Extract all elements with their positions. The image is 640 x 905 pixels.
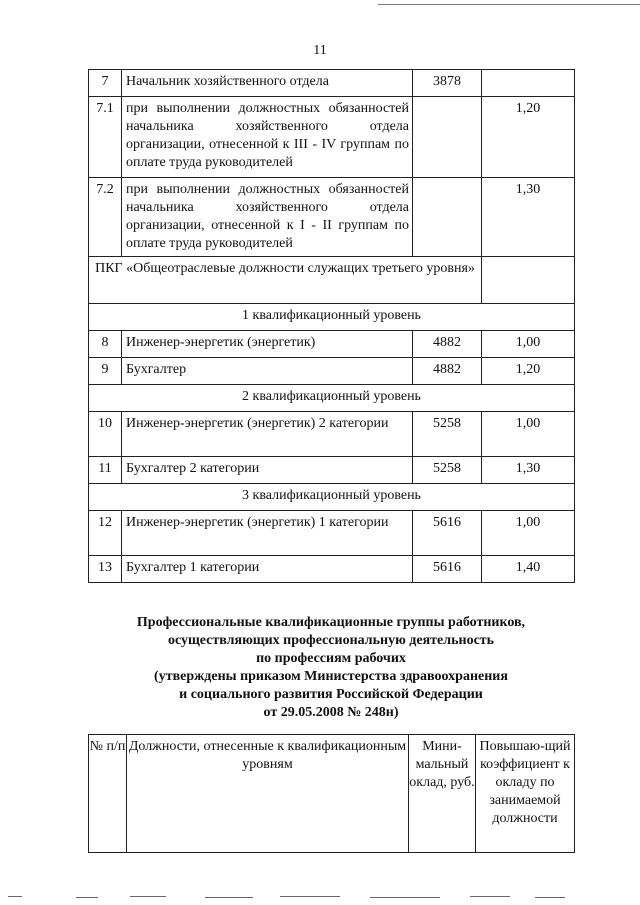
section-heading (88, 614, 574, 722)
group-title: ПКГ «Общеотраслевые должности служащих третьего уровня» (89, 257, 482, 304)
heading-line: Профессиональные квалификационные группы работников, (136, 615, 526, 630)
row-number: 12 (89, 511, 122, 556)
top-edge-line (378, 4, 640, 5)
row-number: 7 (89, 70, 122, 97)
coefficient-value: 1,30 (482, 178, 575, 257)
qualification-level-title: 1 квалификационный уровень (89, 304, 575, 331)
salary-value: 4882 (413, 331, 482, 358)
group-title-row (89, 257, 575, 304)
salary-value: 5616 (413, 556, 482, 583)
row-number: 7.1 (89, 97, 122, 178)
coefficient-value (482, 70, 575, 97)
coefficient-value: 1,00 (482, 412, 575, 457)
positions-table (88, 69, 575, 583)
table-row (89, 178, 575, 257)
header-positions: Должности, отнесенные к квалификационным уровням (127, 735, 409, 853)
row-number: 10 (89, 412, 122, 457)
salary-value: 5258 (413, 457, 482, 484)
heading-line: осуществляющих профессиональную деятельность (167, 633, 495, 648)
position-name: Инженер-энергетик (энергетик) (122, 331, 413, 358)
page-number: 11 (313, 43, 327, 58)
table-row (89, 556, 575, 583)
scan-noise-strip (0, 895, 640, 901)
salary-value: 4882 (413, 358, 482, 385)
salary-value (413, 178, 482, 257)
qualification-level-title: 3 квалификационный уровень (89, 484, 575, 511)
position-name: Начальник хозяйственного отдела (122, 70, 413, 97)
salary-value: 5258 (413, 412, 482, 457)
table-row (89, 412, 575, 457)
coefficient-value: 1,20 (482, 97, 575, 178)
table-row (89, 70, 575, 97)
coefficient-value: 1,30 (482, 457, 575, 484)
position-name: Бухгалтер (122, 358, 413, 385)
heading-line: по профессиям рабочих (256, 651, 406, 666)
position-name: при выполнении должностных обязанностей начальника хозяйственного отдела организации, отнесенной к III - IV группам по оплате труда руководителей (122, 97, 413, 178)
position-name: Инженер-энергетик (энергетик) 2 категории (122, 412, 413, 457)
coefficient-value: 1,20 (482, 358, 575, 385)
salary-value: 3878 (413, 70, 482, 97)
level-row (89, 484, 575, 511)
row-number: 7.2 (89, 178, 122, 257)
heading-line: от 29.05.2008 № 248н) (263, 705, 399, 720)
coefficient-value: 1,40 (482, 556, 575, 583)
table-row (89, 457, 575, 484)
row-number: 8 (89, 331, 122, 358)
coefficient-value: 1,00 (482, 511, 575, 556)
salary-value: 5616 (413, 511, 482, 556)
level-row (89, 385, 575, 412)
header-row (89, 735, 575, 853)
table-row (89, 358, 575, 385)
salary-value (413, 97, 482, 178)
table-row (89, 331, 575, 358)
position-name: Бухгалтер 2 категории (122, 457, 413, 484)
row-number: 9 (89, 358, 122, 385)
coefficient-value: 1,00 (482, 331, 575, 358)
header-num: № п/п (89, 735, 127, 853)
qualification-level-title: 2 квалификационный уровень (89, 385, 575, 412)
row-number: 13 (89, 556, 122, 583)
table-row (89, 97, 575, 178)
row-number: 11 (89, 457, 122, 484)
table-row (89, 511, 575, 556)
heading-line: и социального развития Российской Федерации (179, 687, 483, 702)
heading-line: (утверждены приказом Министерства здравоохранения (154, 669, 508, 684)
header-coefficient: Повышаю-щий коэффициент к окладу по занимаемой должности (476, 735, 575, 853)
header-salary: Мини-мальный оклад, руб. (409, 735, 476, 853)
position-name: Инженер-энергетик (энергетик) 1 категории (122, 511, 413, 556)
position-name: при выполнении должностных обязанностей начальника хозяйственного отдела организации, отнесенной к I - II группам по оплате труда руководителей (122, 178, 413, 257)
level-row (89, 304, 575, 331)
position-name: Бухгалтер 1 категории (122, 556, 413, 583)
workers-table-header (88, 734, 575, 853)
